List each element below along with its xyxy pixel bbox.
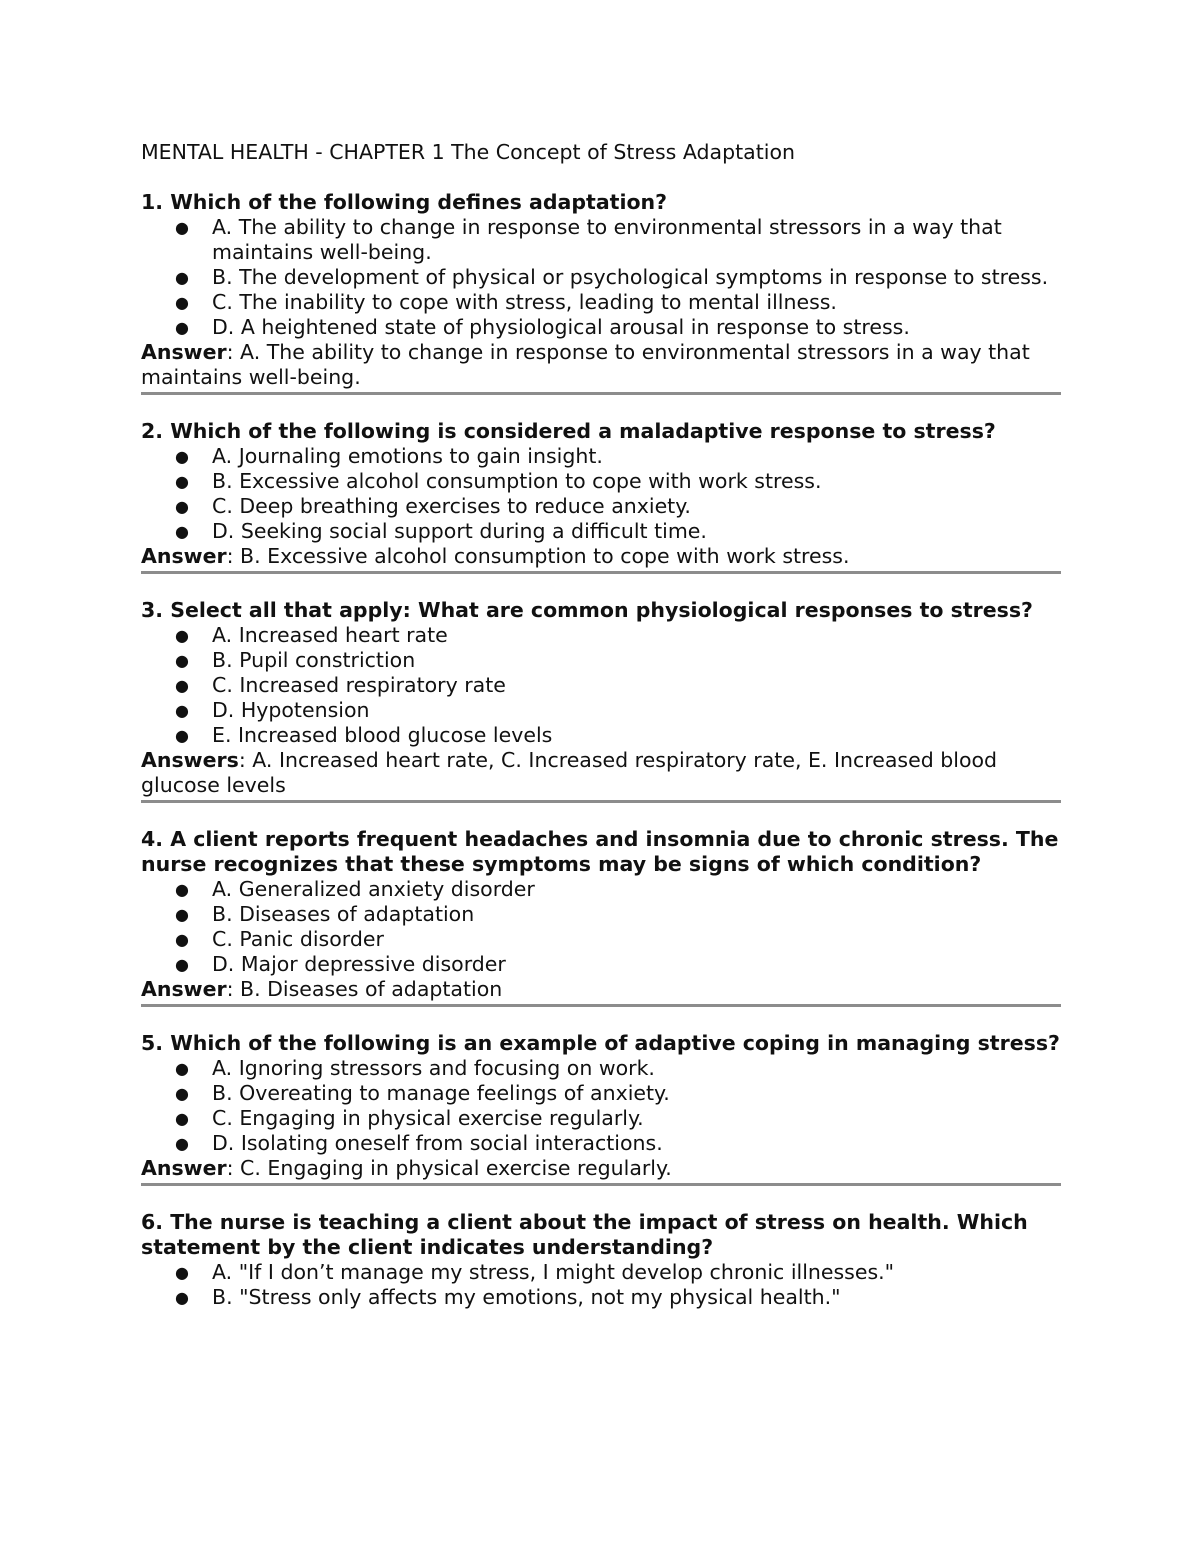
option-item xyxy=(141,723,1061,748)
document-page xyxy=(141,139,1061,1310)
bullet-icon: ● xyxy=(175,955,189,974)
bullet-icon: ● xyxy=(175,651,189,670)
bullet-icon: ● xyxy=(175,1109,189,1128)
option-text: A. The ability to change in response to environmental stressors in a way that maintains well-being. xyxy=(212,215,1002,264)
option-item xyxy=(141,315,1061,340)
option-text: A. Journaling emotions to gain insight. xyxy=(212,444,603,468)
option-item xyxy=(141,1056,1061,1081)
answer-label: Answer xyxy=(141,1156,227,1180)
option-text: C. Increased respiratory rate xyxy=(212,673,506,697)
bullet-icon: ● xyxy=(175,472,189,491)
option-text: D. A heightened state of physiological arousal in response to stress. xyxy=(212,315,910,339)
option-item xyxy=(141,1285,1061,1310)
bullet-icon: ● xyxy=(175,701,189,720)
answer-text: : A. The ability to change in response to environmental stressors in a way that maintains well-being. xyxy=(141,340,1030,389)
answer-line xyxy=(141,748,1061,798)
option-item xyxy=(141,494,1061,519)
answer-line xyxy=(141,977,1061,1002)
divider xyxy=(141,571,1061,574)
option-text: C. Engaging in physical exercise regularly. xyxy=(212,1106,644,1130)
options-list xyxy=(141,1260,1061,1310)
question-1 xyxy=(141,190,1061,395)
option-item xyxy=(141,1131,1061,1156)
options-list xyxy=(141,877,1061,977)
option-item xyxy=(141,902,1061,927)
answer-line xyxy=(141,340,1061,390)
question-text: 2. Which of the following is considered a maladaptive response to stress? xyxy=(141,419,996,443)
option-text: E. Increased blood glucose levels xyxy=(212,723,553,747)
option-text: A. Increased heart rate xyxy=(212,623,448,647)
bullet-icon: ● xyxy=(175,268,189,287)
options-list xyxy=(141,1056,1061,1156)
question-2 xyxy=(141,419,1061,574)
answer-text: : B. Excessive alcohol consumption to cope with work stress. xyxy=(226,544,850,568)
option-text: B. Pupil constriction xyxy=(212,648,416,672)
option-item xyxy=(141,952,1061,977)
question-3 xyxy=(141,598,1061,803)
bullet-icon: ● xyxy=(175,318,189,337)
answer-text: : A. Increased heart rate, C. Increased respiratory rate, E. Increased blood glucose levels xyxy=(141,748,998,797)
option-text: C. Panic disorder xyxy=(212,927,384,951)
answer-label: Answers xyxy=(141,748,239,772)
option-item xyxy=(141,1260,1061,1285)
option-item xyxy=(141,290,1061,315)
option-item xyxy=(141,444,1061,469)
document-title: MENTAL HEALTH - CHAPTER 1 The Concept of Stress Adaptation xyxy=(141,140,795,164)
bullet-icon: ● xyxy=(175,905,189,924)
answer-text: : C. Engaging in physical exercise regularly. xyxy=(226,1156,672,1180)
option-text: B. The development of physical or psychological symptoms in response to stress. xyxy=(212,265,1049,289)
question-text: 3. Select all that apply: What are common physiological responses to stress? xyxy=(141,598,1033,622)
options-list xyxy=(141,444,1061,544)
option-item xyxy=(141,519,1061,544)
option-item xyxy=(141,927,1061,952)
answer-text: : B. Diseases of adaptation xyxy=(226,977,503,1001)
bullet-icon: ● xyxy=(175,676,189,695)
options-list xyxy=(141,215,1061,340)
bullet-icon: ● xyxy=(175,1288,189,1307)
divider xyxy=(141,1183,1061,1186)
divider xyxy=(141,800,1061,803)
bullet-icon: ● xyxy=(175,930,189,949)
answer-label: Answer xyxy=(141,544,227,568)
option-item xyxy=(141,1081,1061,1106)
question-text: 4. A client reports frequent headaches and insomnia due to chronic stress. The nurse recognizes that these symptoms may be signs of which condition? xyxy=(141,827,1059,876)
option-text: C. Deep breathing exercises to reduce anxiety. xyxy=(212,494,691,518)
divider xyxy=(141,392,1061,395)
option-text: D. Hypotension xyxy=(212,698,370,722)
option-item xyxy=(141,469,1061,494)
option-text: C. The inability to cope with stress, leading to mental illness. xyxy=(212,290,837,314)
bullet-icon: ● xyxy=(175,522,189,541)
options-list xyxy=(141,623,1061,748)
bullet-icon: ● xyxy=(175,726,189,745)
option-text: A. Generalized anxiety disorder xyxy=(212,877,535,901)
bullet-icon: ● xyxy=(175,1084,189,1103)
question-4 xyxy=(141,827,1061,1007)
question-text: 1. Which of the following defines adaptation? xyxy=(141,190,668,214)
option-text: B. Excessive alcohol consumption to cope with work stress. xyxy=(212,469,822,493)
option-item xyxy=(141,215,1061,265)
question-5 xyxy=(141,1031,1061,1186)
option-text: B. "Stress only affects my emotions, not my physical health." xyxy=(212,1285,841,1309)
bullet-icon: ● xyxy=(175,293,189,312)
option-text: D. Isolating oneself from social interactions. xyxy=(212,1131,663,1155)
bullet-icon: ● xyxy=(175,218,189,237)
option-text: A. Ignoring stressors and focusing on work. xyxy=(212,1056,655,1080)
answer-line xyxy=(141,544,1061,569)
answer-line xyxy=(141,1156,1061,1181)
answer-label: Answer xyxy=(141,977,227,1001)
option-item xyxy=(141,623,1061,648)
bullet-icon: ● xyxy=(175,497,189,516)
option-text: D. Major depressive disorder xyxy=(212,952,506,976)
question-text: 6. The nurse is teaching a client about the impact of stress on health. Which statement by the client indicates understanding? xyxy=(141,1210,1028,1259)
bullet-icon: ● xyxy=(175,880,189,899)
option-text: B. Diseases of adaptation xyxy=(212,902,475,926)
option-item xyxy=(141,648,1061,673)
option-text: B. Overeating to manage feelings of anxiety. xyxy=(212,1081,670,1105)
option-item xyxy=(141,265,1061,290)
answer-label: Answer xyxy=(141,340,227,364)
divider xyxy=(141,1004,1061,1007)
question-6 xyxy=(141,1210,1061,1310)
option-item xyxy=(141,673,1061,698)
bullet-icon: ● xyxy=(175,626,189,645)
bullet-icon: ● xyxy=(175,1263,189,1282)
option-item xyxy=(141,1106,1061,1131)
option-text: D. Seeking social support during a difficult time. xyxy=(212,519,707,543)
bullet-icon: ● xyxy=(175,1134,189,1153)
question-text: 5. Which of the following is an example of adaptive coping in managing stress? xyxy=(141,1031,1060,1055)
option-item xyxy=(141,877,1061,902)
option-item xyxy=(141,698,1061,723)
bullet-icon: ● xyxy=(175,1059,189,1078)
option-text: A. "If I don’t manage my stress, I might develop chronic illnesses." xyxy=(212,1260,895,1284)
bullet-icon: ● xyxy=(175,447,189,466)
